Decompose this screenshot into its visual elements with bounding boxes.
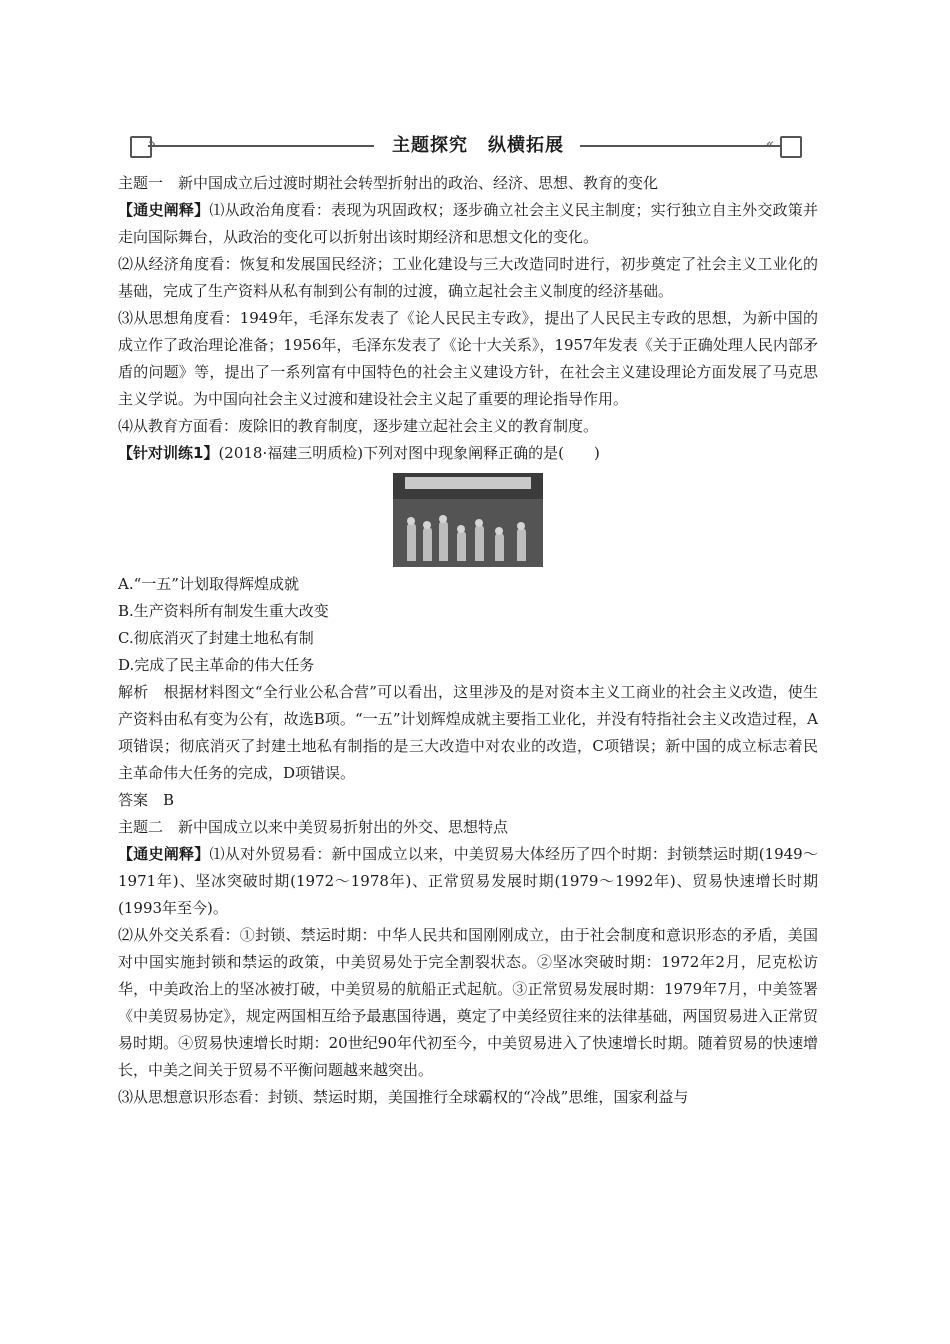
banner-right-rule [580, 145, 780, 147]
topic1-p3: ⑶从思想角度看：1949年，毛泽东发表了《论人民民主专政》，提出了人民民主专政的思想，为新中国的成立作了政治理论准备；1956年，毛泽东发表了《论十大关系》，1957年发表《关于正确处理人民内部矛盾的问题》等，提出了一系列富有中国特色的社会主义建设方针，在社会主义建设理论方面发展了马克思主义学说。为中国向社会主义过渡和建设社会主义起了重要的理论指导作用。 [118, 309, 818, 408]
photo-banner-strip [405, 477, 531, 489]
photo-head [439, 515, 447, 523]
banner-right-cap [780, 136, 802, 158]
photo-head [457, 525, 465, 533]
analysis: 解析 根据材料图文“全行业公私合营”可以看出，这里涉及的是对资本主义工商业的社会主义改造，使生产资料由私有变为公有，故选B项。“一五”计划辉煌成就主要指工业化，并没有特指社会主义改造过程，A项错误；彻底消灭了封建土地私有制指的是三大改造中对农业的改造，C项错误；新中国的成立标志着民主革命伟大任务的完成，D项错误。 [118, 683, 818, 782]
exercise1-question-text: (2018·福建三明质检)下列对图中现象阐释正确的是( ) [218, 444, 600, 462]
banner-title-right: 纵横拓展 [488, 135, 564, 156]
topic1-p1-text: ⑴从政治角度看：表现为巩固政权；逐步确立社会主义民主制度；实行独立自主外交政策并走向国际舞台，从政治的变化可以折射出该时期经济和思想文化的变化。 [118, 201, 818, 246]
photo-figure [423, 527, 432, 561]
answer: 答案 B [118, 791, 175, 809]
photo-head [423, 521, 431, 529]
topic2-p3: ⑶从思想意识形态看：封锁、禁运时期，美国推行全球霸权的“冷战”思维，国家利益与 [118, 1088, 689, 1106]
document-page [118, 128, 818, 1111]
banner-right-chevron-icon: « [766, 137, 774, 152]
photo-figure [457, 531, 466, 561]
topic1-title: 主题一 新中国成立后过渡时期社会转型折射出的政治、经济、思想、教育的变化 [118, 174, 659, 192]
topic1-p1 [118, 197, 818, 251]
section-banner [118, 128, 818, 164]
topic1-p4: ⑷从教育方面看：废除旧的教育制度，逐步建立起社会主义的教育制度。 [118, 417, 599, 435]
topic2-p1-text: ⑴从对外贸易看：新中国成立以来，中美贸易大体经历了四个时期：封锁禁运时期(1949～1971年)、坚冰突破时期(1972～1978年)、正常贸易发展时期(1979～1992年)、贸易快速增长时期(1993年至今)。 [118, 845, 818, 917]
photo-figure [517, 528, 526, 561]
historical-photo [393, 473, 543, 567]
photo-head [517, 522, 525, 530]
topic2-tag: 【通史阐释】 [118, 845, 210, 863]
exercise1-question [118, 440, 818, 467]
option-d: D.完成了民主革命的伟大任务 [118, 656, 315, 674]
banner-title [380, 131, 576, 157]
photo-figure [495, 533, 504, 561]
topic2-p2: ⑵从外交关系看：①封锁、禁运时期：中华人民共和国刚刚成立，由于社会制度和意识形态的矛盾，美国对中国实施封锁和禁运的政策，中美贸易处于完全割裂状态。②坚冰突破时期：1972年2月，尼克松访华，中美政治上的坚冰被打破，中美贸易的航船正式起航。③正常贸易发展时期：1979年7月，中美签署《中美贸易协定》，规定两国相互给予最惠国待遇，奠定了中美经贸往来的法律基础，两国贸易进入正常贸易时期。④贸易快速增长时期：20世纪90年代初至今，中美贸易进入了快速增长时期。随着贸易的快速增长，中美之间关于贸易不平衡问题越来越突出。 [118, 926, 818, 1079]
option-a: A.“一五”计划取得辉煌成就 [118, 575, 299, 593]
photo-head [495, 527, 503, 535]
topic1-tag: 【通史阐释】 [118, 201, 210, 219]
option-c: C.彻底消灭了封建土地私有制 [118, 629, 314, 647]
banner-title-left: 主题探究 [392, 135, 468, 156]
photo-figure [475, 525, 484, 561]
photo-head [407, 517, 415, 525]
banner-left-rule [148, 145, 374, 147]
option-b: B.生产资料所有制发生重大改变 [118, 602, 329, 620]
photo-head [475, 519, 483, 527]
banner-left-chevron-icon: » [148, 137, 156, 152]
photo-figure [407, 523, 416, 561]
topic1-p2: ⑵从经济角度看：恢复和发展国民经济；工业化建设与三大改造同时进行，初步奠定了社会主义工业化的基础，完成了生产资料从私有制到公有制的过渡，确立起社会主义制度的经济基础。 [118, 255, 818, 300]
topic2-title: 主题二 新中国成立以来中美贸易折射出的外交、思想特点 [118, 818, 509, 836]
exercise1-tag: 【针对训练1】 [118, 444, 219, 462]
topic2-p1 [118, 841, 818, 922]
photo-figure [439, 521, 448, 561]
